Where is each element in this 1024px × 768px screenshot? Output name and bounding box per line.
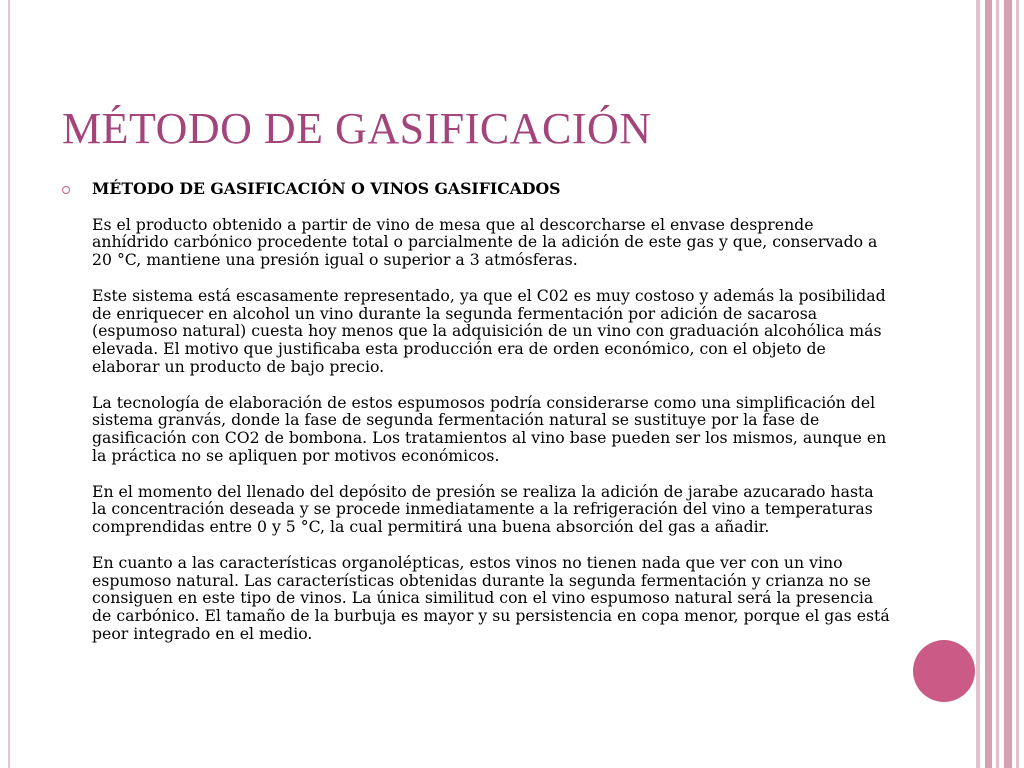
right-stripe-4 <box>1004 0 1012 768</box>
paragraph-5: En cuanto a las características organolépticas, estos vinos no tienen nada que ver con un vino espumoso natural. Las características obtenidas durante la segunda fermentación y crianza no se consiguen en este tipo de vinos. La única similitud con el vino espumoso natural será la presencia de carbónico. El tamaño de la burbuja es mayor y su persistencia en copa menor, porque el gas está peor integrado en el medio. <box>92 552 890 643</box>
circle-outline-bullet-icon <box>62 186 70 194</box>
section-heading: MÉTODO DE GASIFICACIÓN O VINOS GASIFICADOS <box>92 179 561 198</box>
paragraph-2: Este sistema está escasamente representado, ya que el C02 es muy costoso y además la posibilidad de enriquecer en alcohol un vino durante la segunda fermentación por adición de sacarosa (espumoso natural) cuesta hoy menos que la adquisición de un vino con graduación alcohólica más elevada. El motivo que justificaba esta producción era de orden económico, con el objeto de elaborar un producto de bajo precio. <box>92 285 886 376</box>
paragraph-1: Es el producto obtenido a partir de vino de mesa que al descorcharse el envase desprende anhídrido carbónico procedente total o parcialmente de la adición de este gas y que, conservado a 20 °C, mantiene una presión igual o superior a 3 atmósferas. <box>92 214 878 270</box>
bullet-text <box>92 180 892 661</box>
right-stripe-3 <box>996 0 999 768</box>
right-stripe-2 <box>985 0 992 768</box>
paragraph-3: La tecnología de elaboración de estos espumosos podría considerarse como una simplificación del sistema granvás, donde la fase de segunda fermentación natural se sustituye por la fase de gasificación con CO2 de bombona. Los tratamientos al vino base pueden ser los mismos, aunque en la práctica no se apliquen por motivos económicos. <box>92 392 887 465</box>
slide-title: MÉTODO DE GASIFICACIÓN <box>62 104 652 153</box>
paragraph-4: En el momento del llenado del depósito de presión se realiza la adición de jarabe azucarado hasta la concentración deseada y se procede inmediatamente a la refrigeración del vino a temperaturas comprendidas entre 0 y 5 °C, la cual permitirá una buena absorción del gas a añadir. <box>92 481 874 537</box>
right-stripe-5 <box>1016 0 1019 768</box>
left-border-line <box>8 0 10 768</box>
decorative-circle <box>913 640 975 702</box>
right-stripe-1 <box>976 0 980 768</box>
